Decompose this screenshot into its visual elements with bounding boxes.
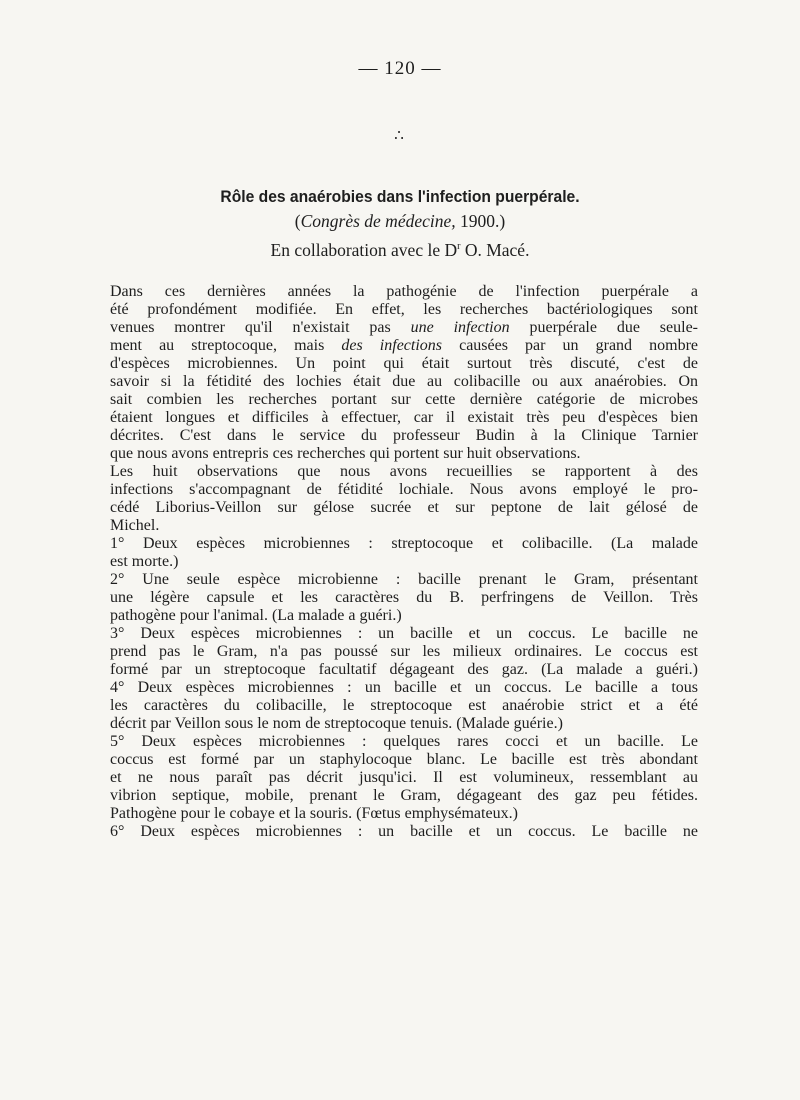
text-line: savoir si la fétidité des lochies était due au colibacille ou aux anaérobies. On — [110, 373, 698, 390]
text-line: 2° Une seule espèce microbienne : bacille prenant le Gram, présentant — [110, 571, 698, 588]
section-heading — [0, 185, 800, 263]
subtitle-year: 1900. — [460, 211, 500, 231]
text-fragment: ment au streptocoque, mais — [110, 337, 342, 354]
text-fragment: causées par un grand nombre — [442, 337, 699, 354]
text-line: 1° Deux espèces microbiennes : streptocoque et colibacille. (La malade — [110, 535, 698, 552]
collab-name: O. Macé. — [464, 239, 530, 260]
section-title: Rôle des anaérobies dans l'infection puerpérale. — [220, 187, 580, 206]
subtitle-italic: Congrès de médecine, — [300, 211, 456, 231]
text-fragment: venues montrer qu'il n'existait pas — [110, 319, 411, 336]
text-line: est morte.) — [110, 553, 179, 570]
text-line: Les huit observations que nous avons recueillies se rapportent à des — [110, 463, 698, 480]
text-line: que nous avons entrepris ces recherches qui portent sur huit observations. — [110, 445, 581, 462]
text-line: Michel. — [110, 517, 160, 534]
text-line: coccus est formé par un staphylocoque blanc. Le bacille est très abondant — [110, 751, 698, 768]
text-line: 5° Deux espèces microbiennes : quelques rares cocci et un bacille. Le — [110, 733, 698, 750]
collab-sup: r — [457, 241, 461, 252]
text-line: sait combien les recherches portant sur cette dernière catégorie de microbes — [110, 391, 698, 408]
collaboration-line — [0, 234, 800, 263]
text-line: formé par un streptocoque facultatif dégageant des gaz. (La malade a guéri.) — [110, 661, 698, 678]
text-line: les caractères du colibacille, le streptocoque est anaérobie strict et a été — [110, 697, 698, 714]
text-line: 4° Deux espèces microbiennes : un bacille et un coccus. Le bacille a tous — [110, 679, 698, 696]
italic-phrase: une infection — [410, 319, 510, 336]
text-line: d'espèces microbiennes. Un point qui était surtout très discuté, c'est de — [110, 355, 698, 372]
text-line: vibrion septique, mobile, prenant le Gram, dégageant des gaz peu fétides. — [110, 787, 698, 804]
text-fragment: puerpérale due seule- — [509, 319, 699, 336]
ornament-asterism: ∴ — [394, 128, 406, 144]
body-text — [110, 283, 698, 841]
text-line: étaient longues et difficiles à effectuer, car il existait très peu d'espèces bien — [110, 409, 698, 426]
text-line: une légère capsule et les caractères du B. perfringens de Veillon. Très — [110, 589, 698, 606]
text-line: et ne nous paraît pas décrit jusqu'ici. Il est volumineux, ressemblant au — [110, 769, 698, 786]
text-line: infections s'accompagnant de fétidité lochiale. Nous avons employé le pro- — [110, 481, 698, 498]
page-number: — 120 — — [358, 58, 442, 79]
text-line: décrites. C'est dans le service du professeur Budin à la Clinique Tarnier — [110, 427, 698, 444]
text-line: cédé Liborius-Veillon sur gélose sucrée et sur peptone de lait gélosé de — [110, 499, 698, 516]
text-line — [110, 319, 698, 337]
text-line: Pathogène pour le cobaye et la souris. (Fœtus emphysémateux.) — [110, 805, 518, 822]
text-line — [110, 337, 698, 355]
section-subtitle: (Congrès de médecine, 1900.) — [294, 211, 506, 231]
text-line: 3° Deux espèces microbiennes : un bacille et un coccus. Le bacille ne — [110, 625, 698, 642]
collab-prefix: En collaboration avec le D — [270, 239, 458, 260]
text-line: pathogène pour l'animal. (La malade a guéri.) — [110, 607, 402, 624]
text-line: Dans ces dernières années la pathogénie de l'infection puerpérale a — [110, 283, 698, 300]
text-line: prend pas le Gram, n'a pas poussé sur les milieux ordinaires. Le coccus est — [110, 643, 698, 660]
text-line: 6° Deux espèces microbiennes : un bacille et un coccus. Le bacille ne — [110, 823, 698, 840]
italic-phrase: des infections — [341, 337, 443, 354]
text-line: été profondément modifiée. En effet, les recherches bactériologiques sont — [110, 301, 698, 318]
text-line: décrit par Veillon sous le nom de streptocoque tenuis. (Malade guérie.) — [110, 715, 563, 732]
